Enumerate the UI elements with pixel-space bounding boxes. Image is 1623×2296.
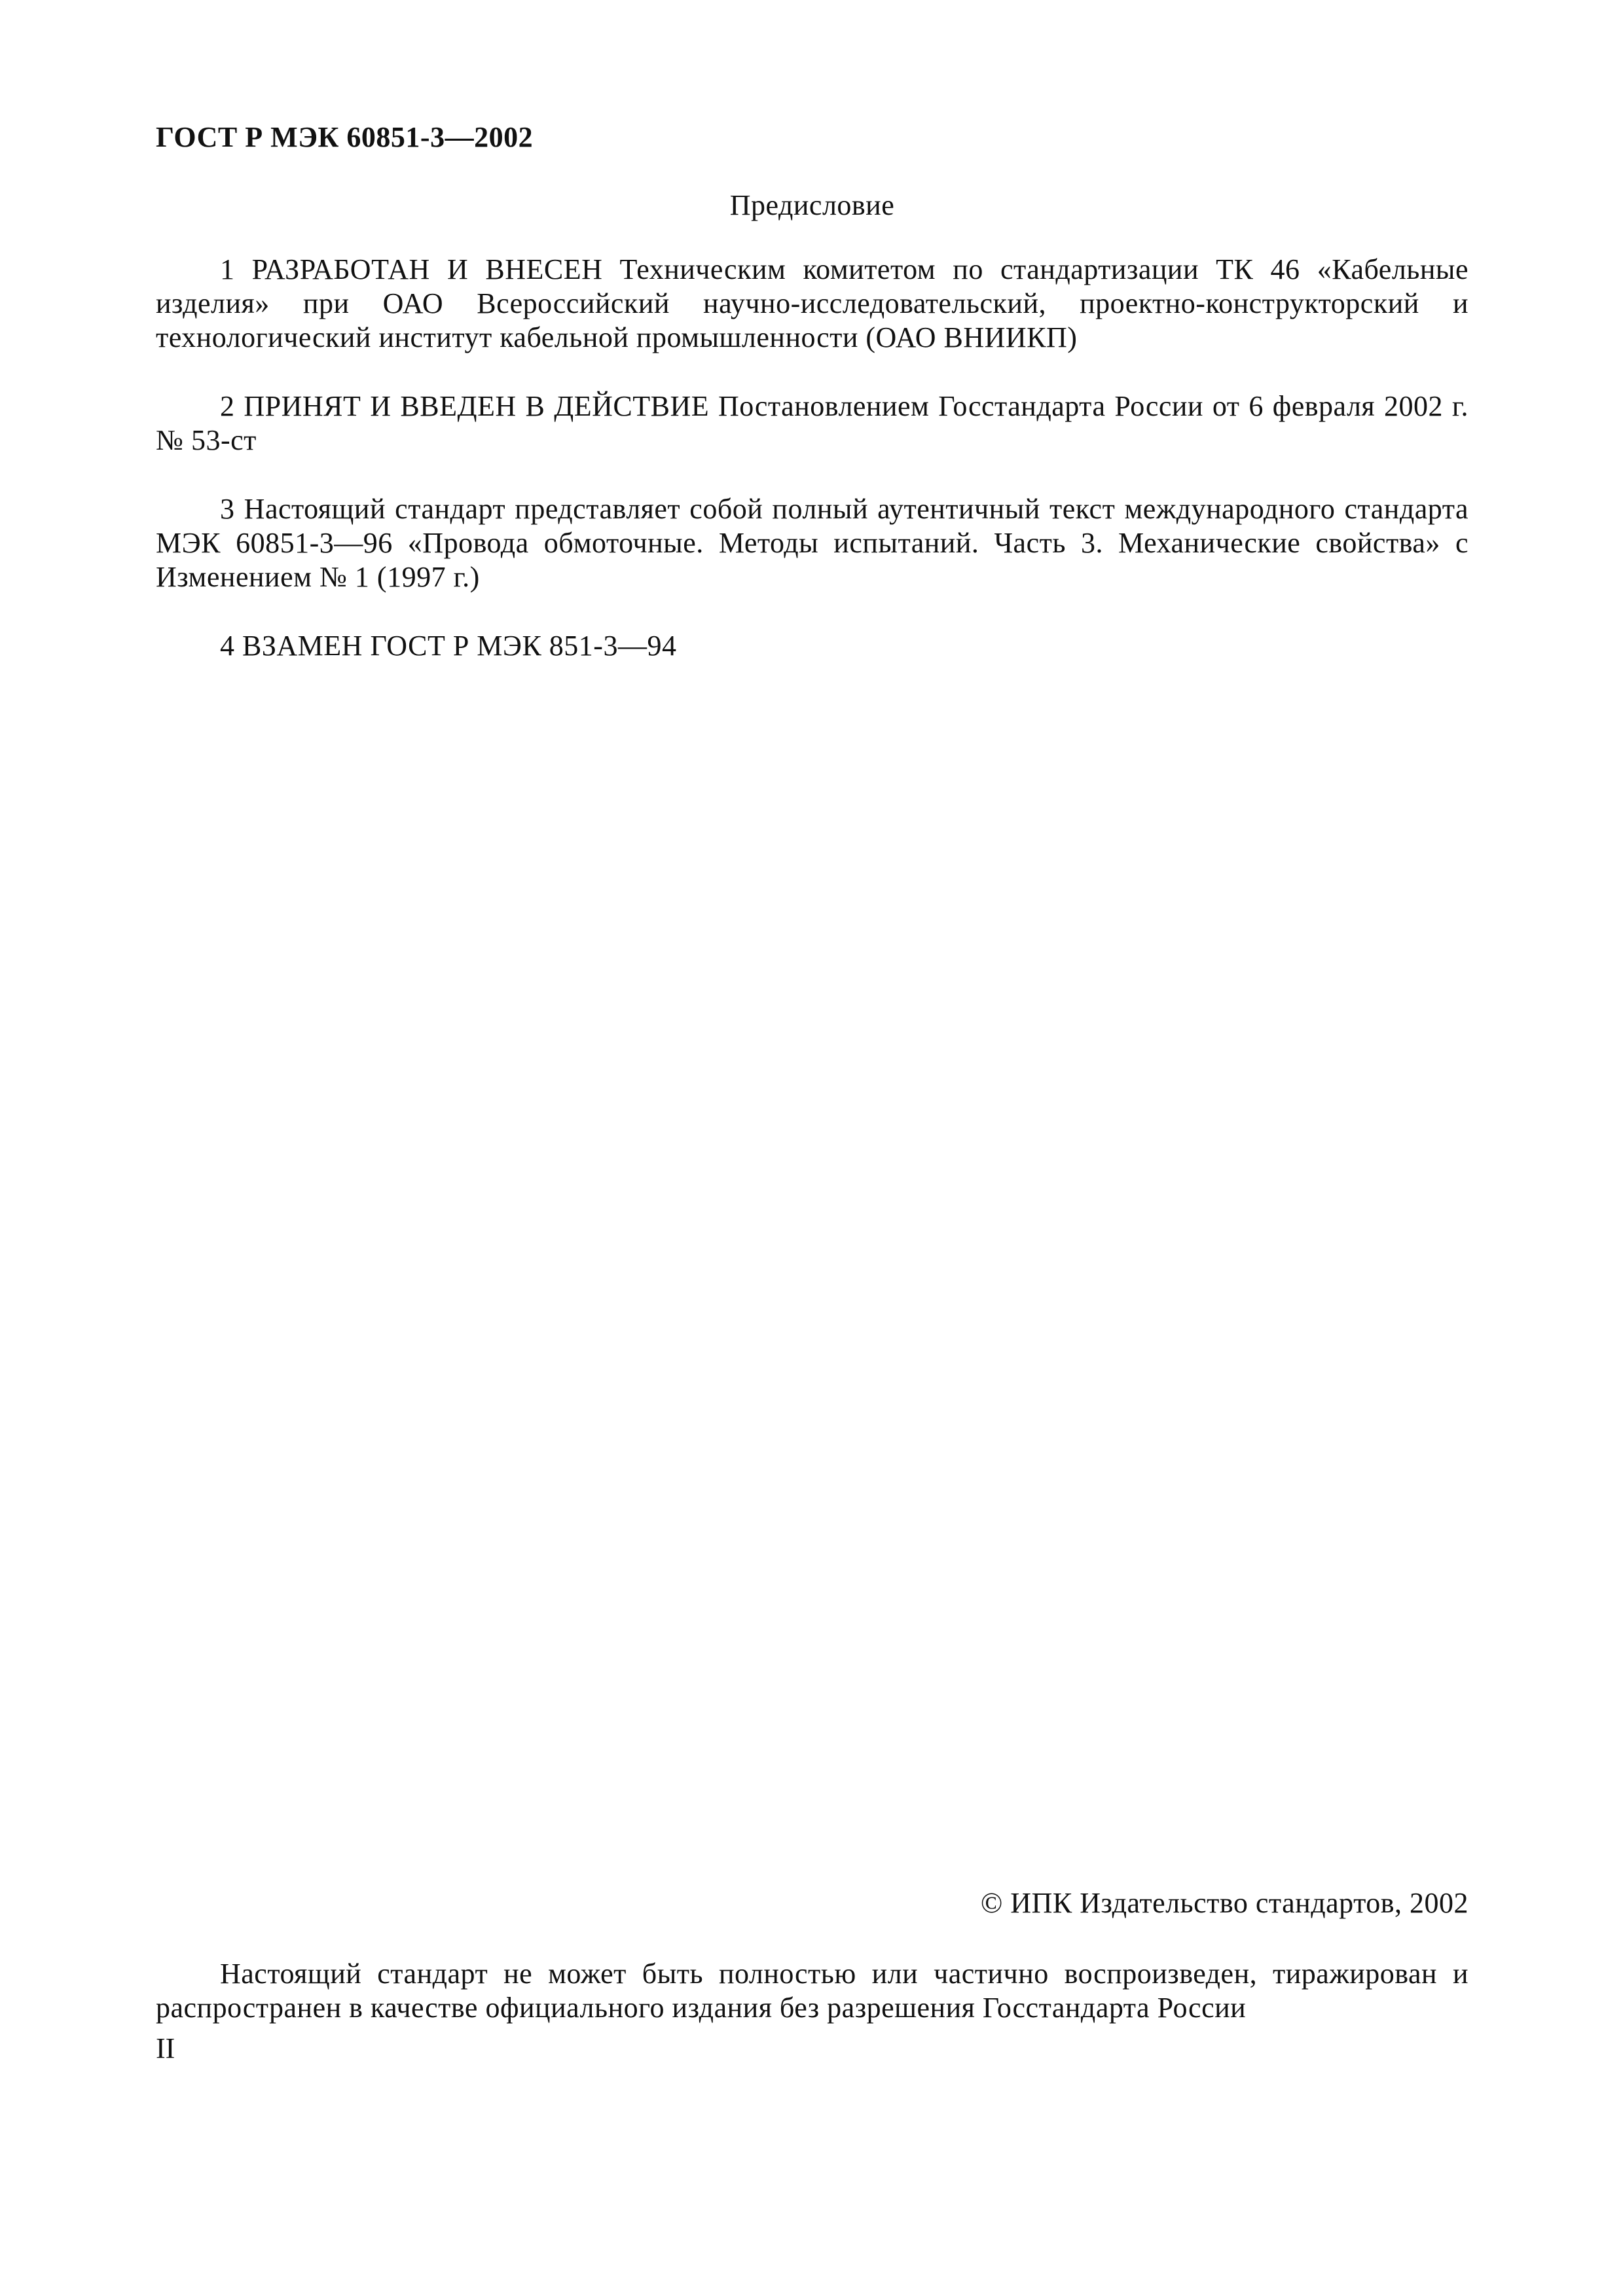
- copyright-line: © ИПК Издательство стандартов, 2002: [980, 1887, 1468, 1919]
- page-number: II: [156, 2032, 175, 2064]
- preface-item-4: 4 ВЗАМЕН ГОСТ Р МЭК 851-3—94: [220, 630, 677, 662]
- preface-title: Предисловие: [729, 189, 895, 221]
- preface-body: [156, 253, 1468, 698]
- preface-item-2: 2 ПРИНЯТ И ВВЕДЕН В ДЕЙСТВИЕ Постановлением Госстандарта России от 6 февраля 2002 г. № 53-ст: [156, 390, 1468, 456]
- preface-item-3: 3 Настоящий стандарт представляет собой полный аутентичный текст международного стандарта МЭК 60851-3—96 «Провода обмоточные. Методы испытаний. Часть 3. Механические свойства» с Изменением № 1 (1997 г.): [156, 493, 1468, 593]
- document-code: ГОСТ Р МЭК 60851-3—2002: [156, 121, 534, 153]
- reproduction-notice: Настоящий стандарт не может быть полностью или частично воспроизведен, тиражирован и распространен в качестве официального издания без разрешения Госстандарта России: [156, 1958, 1468, 2024]
- preface-item-1: 1 РАЗРАБОТАН И ВНЕСЕН Техническим комитетом по стандартизации ТК 46 «Кабельные изделия» при ОАО Всероссийский научно-исследовательский, проектно-конструкторский и технологический институт кабельной промышленности (ОАО ВНИИКП): [156, 253, 1468, 353]
